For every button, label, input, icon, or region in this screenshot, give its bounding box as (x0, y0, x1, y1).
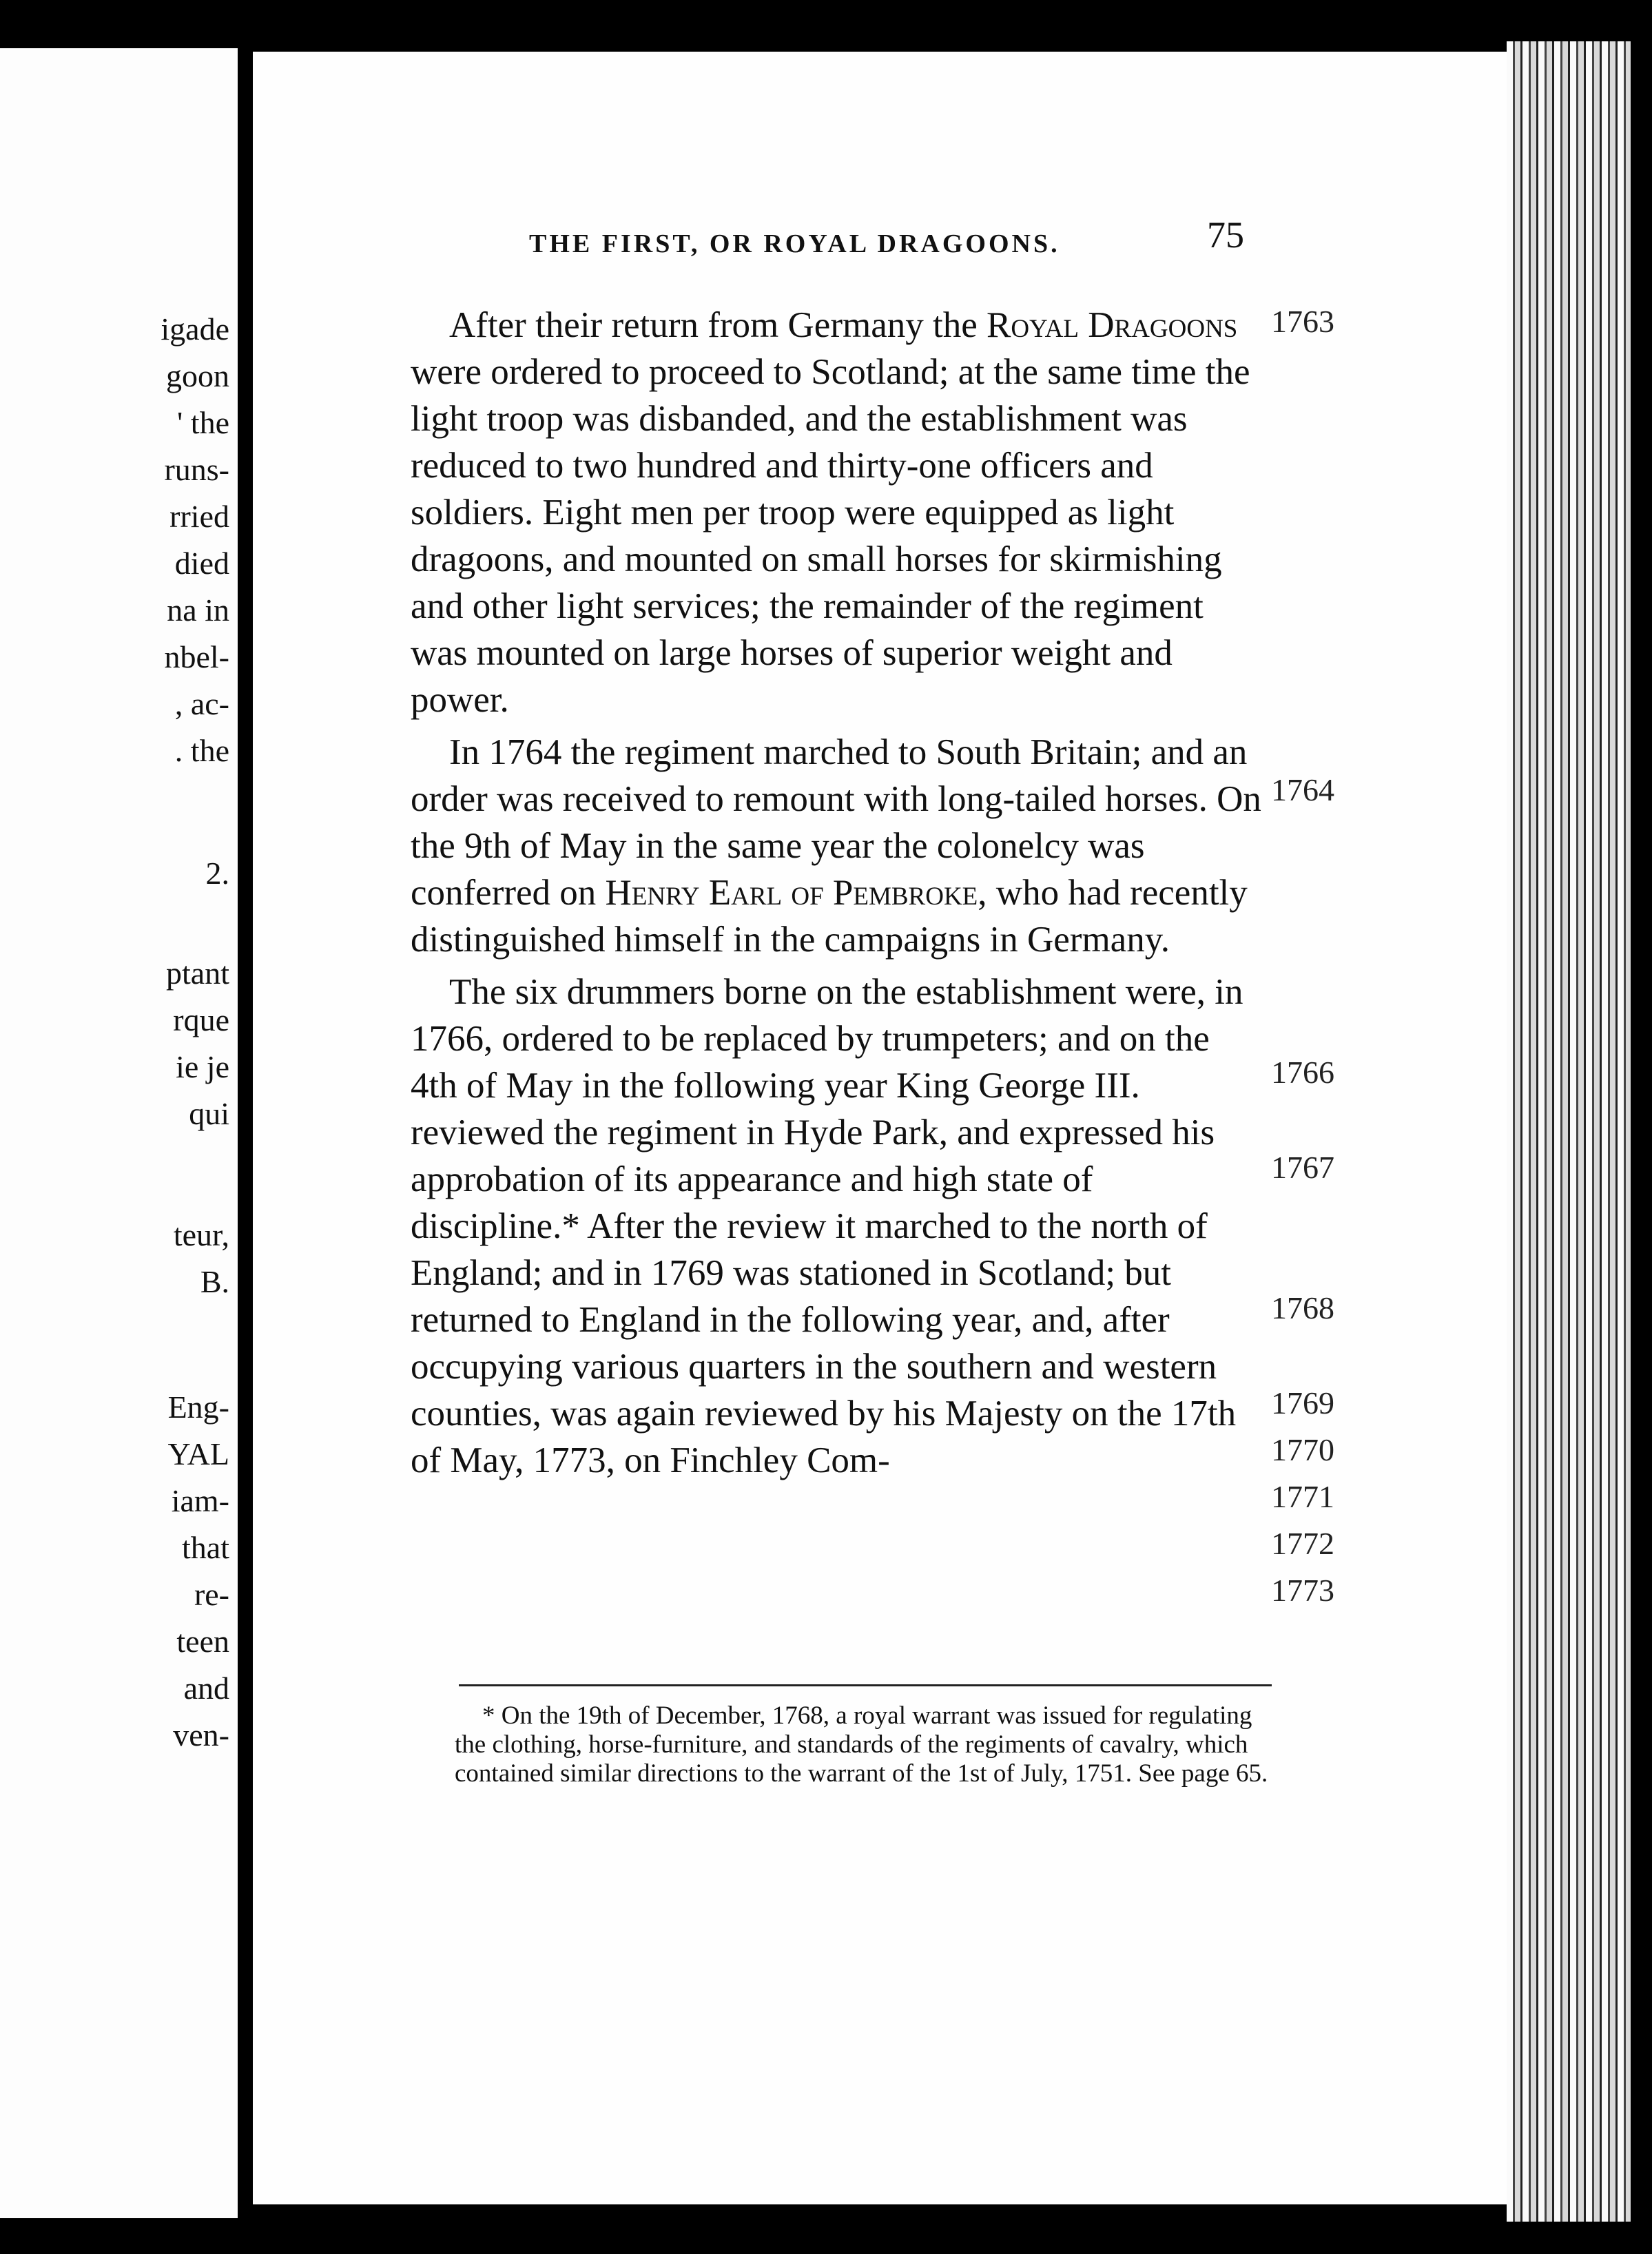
footnote-text: * On the 19th of December, 1768, a royal warrant was issued for regulating the clothing, horse-furniture, and standards of the regiments of cavalry, which contained similar directions to the warrant of the 1st of July, 1751. See page 65. (455, 1702, 1268, 1788)
small-caps-name: Royal Dragoons (986, 305, 1238, 345)
page-number: 75 (1207, 214, 1244, 256)
margin-year: 1763 (1271, 304, 1334, 339)
facing-page-fragment: teen (176, 1624, 229, 1659)
margin-year: 1768 (1271, 1290, 1334, 1325)
facing-page-fragment: died (174, 546, 229, 581)
paragraph: In 1764 the regiment marched to South Britain; and an order was received to remount with long-tailed horses. On the 9th of May in the same year the colonelcy was conferred on Henry Earl of Pembroke, who had recently distinguished himself in the campaigns in Germany. (411, 732, 1261, 960)
margin-year: 1770 (1271, 1432, 1334, 1467)
facing-page-fragment: na in (167, 592, 229, 628)
margin-year: 1769 (1271, 1385, 1334, 1420)
facing-page-fragment: , ac- (174, 686, 229, 721)
small-caps-name: Henry Earl of Pembroke (605, 873, 978, 913)
facing-page-fragment: Eng- (167, 1389, 229, 1425)
facing-page-fragment: and (183, 1671, 229, 1706)
footnote (455, 1702, 1281, 1788)
margin-year: 1772 (1271, 1526, 1334, 1561)
facing-page-fragment: B. (200, 1264, 229, 1299)
facing-page-fragment: qui (189, 1096, 229, 1131)
margin-year: 1764 (1271, 772, 1334, 807)
body-text (411, 302, 1265, 1484)
facing-page-fragment: re- (194, 1577, 229, 1612)
facing-page-fragment: ven- (173, 1717, 229, 1752)
facing-page-fragment: igade (161, 311, 229, 347)
facing-page-fragment: ptant (166, 955, 229, 991)
book-gutter (238, 48, 253, 2218)
facing-page-left (0, 48, 240, 2218)
facing-page-fragment: runs- (164, 452, 229, 487)
paragraph: After their return from Germany the Royal Dragoons were ordered to proceed to Scotland; at the same time the light troop was disbanded, and the establishment was reduced to two hundred and thirty-one officers and soldiers. Eight men per troop were equipped as light dragoons, and mounted on small horses for skirmishing and other light services; the remainder of the regiment was mounted on large horses of superior weight and power. (411, 305, 1250, 720)
page-edges (1507, 41, 1631, 2222)
facing-page-fragment: . the (174, 733, 229, 768)
facing-page-fragment: that (182, 1530, 229, 1565)
facing-page-fragment: teur, (173, 1217, 229, 1252)
facing-page-fragment: goon (166, 358, 229, 393)
running-head: THE FIRST, OR ROYAL DRAGOONS. (529, 229, 1060, 258)
margin-year: 1771 (1271, 1479, 1334, 1514)
margin-year: 1767 (1271, 1150, 1334, 1185)
facing-page-fragment: nbel- (164, 639, 229, 674)
margin-year: 1773 (1271, 1573, 1334, 1608)
facing-page-fragment: 2. (205, 856, 229, 891)
facing-page-fragment: ie je (176, 1049, 229, 1084)
paragraph: The six drummers borne on the establishment were, in 1766, ordered to be replaced by trumpeters; and on the 4th of May in the following year King George III. reviewed the regiment in Hyde Park, and expressed his approbation of its appearance and high state of discipline.* After the review it marched to the north of England; and in 1769 was stationed in Scotland; but returned to England in the following year, and, after occupying various quarters in the southern and western counties, was again reviewed by his Majesty on the 17th of May, 1773, on Finchley Com- (411, 972, 1243, 1480)
footnote-rule (459, 1684, 1272, 1686)
facing-page-fragment: rque (173, 1002, 229, 1037)
facing-page-fragment: ' the (177, 405, 229, 440)
facing-page-fragment: rried (169, 499, 229, 534)
scan-border (1631, 0, 1652, 2254)
facing-page-fragment: iam- (171, 1483, 229, 1518)
facing-page-fragment: YAL (167, 1436, 229, 1471)
margin-year: 1766 (1271, 1055, 1334, 1090)
